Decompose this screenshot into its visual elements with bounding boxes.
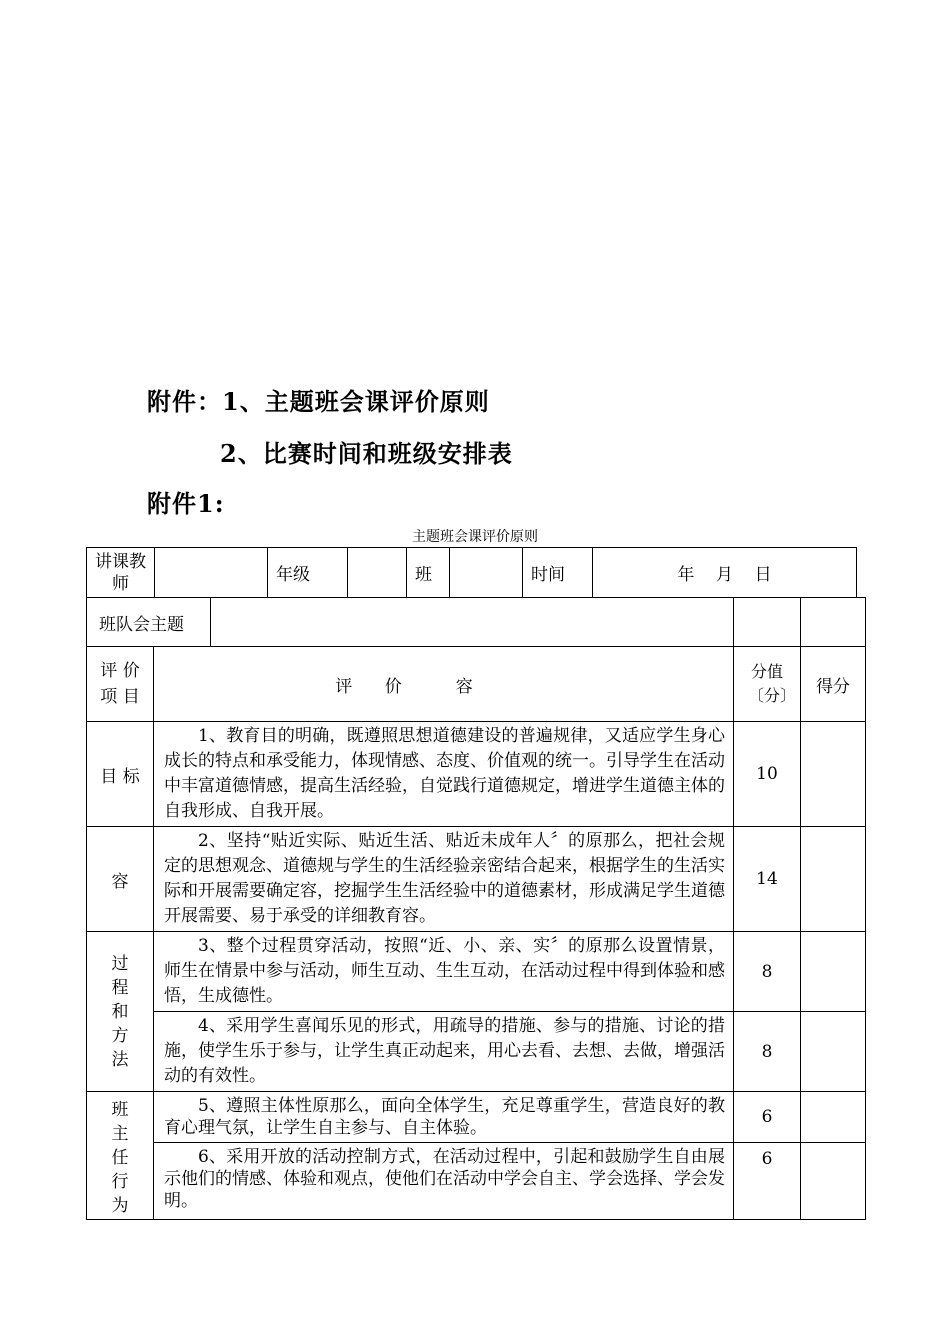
criterion-score: 6 xyxy=(734,1142,801,1219)
attachment-line-2: 2、比赛时间和班级安排表 xyxy=(220,439,513,468)
category-process xyxy=(87,932,154,1092)
criterion-score: 8 xyxy=(734,1012,801,1092)
criterion-score: 8 xyxy=(734,932,801,1012)
category-content: 容 xyxy=(87,827,154,932)
criterion-score: 14 xyxy=(734,827,801,932)
col-header-got: 得分 xyxy=(801,647,866,722)
category-teacher-behavior-text: 班主任行为 xyxy=(111,1100,129,1216)
criterion-text: 6、采用开放的活动控制方式，在活动过程中，引起和鼓励学生自由展示他们的情感、体验和观点，使他们在活动中学会自主、学会选择、学会发明。 xyxy=(154,1142,734,1219)
grade-label: 年级 xyxy=(268,548,348,598)
header-table xyxy=(86,547,857,598)
criterion-score: 6 xyxy=(734,1092,801,1143)
col-header-content: 评 价 容 xyxy=(154,647,734,722)
teacher-label: 讲课教师 xyxy=(87,548,155,598)
class-label: 班 xyxy=(407,548,450,598)
teacher-value[interactable] xyxy=(155,548,268,598)
category-process-text: 过程和方法 xyxy=(111,953,129,1070)
criterion-text: 2、坚持“贴近实际、贴近生活、贴近未成年人〞的原那么，把社会规定的思想观念、道德规与学生的生活经验亲密结合起来，根据学生的生活实际和开展需要确定容，挖掘学生生活经验中的道德素材，形成满足学生道德开展需要、易于承受的详细教育容。 xyxy=(154,827,734,932)
table-row xyxy=(87,1142,866,1219)
table-row xyxy=(87,827,866,932)
score-input[interactable] xyxy=(801,932,866,1012)
category-teacher-behavior xyxy=(87,1092,154,1220)
col-header-item: 评 价 项 目 xyxy=(87,647,154,722)
criterion-text: 5、遵照主体性原那么，面向全体学生，充足尊重学生，营造良好的教育心理气氛，让学生自主参与、自主体验。 xyxy=(154,1092,734,1143)
score-input[interactable] xyxy=(801,722,866,827)
table-row xyxy=(87,1092,866,1143)
attachment-line-1: 附件：1、主题班会课评价原则 xyxy=(147,387,490,416)
theme-value[interactable] xyxy=(211,598,734,647)
evaluation-table xyxy=(86,597,866,1220)
theme-label: 班队会主题 xyxy=(87,598,211,647)
table-row xyxy=(87,1012,866,1092)
table-caption: 主题班会课评价原则 xyxy=(412,529,538,545)
theme-score-cell xyxy=(734,598,801,647)
grade-value[interactable] xyxy=(348,548,407,598)
time-label: 时间 xyxy=(523,548,593,598)
score-input[interactable] xyxy=(801,1092,866,1143)
col-header-score: 分值〔分〕 xyxy=(734,647,801,722)
table-row xyxy=(87,722,866,827)
score-input[interactable] xyxy=(801,827,866,932)
category-goal: 目 标 xyxy=(87,722,154,827)
criterion-text: 1、教育目的明确，既遵照思想道德建设的普遍规律，又适应学生身心成长的特点和承受能力，体现情感、态度、价值观的统一。引导学生在活动中丰富道德情感，提高生活经验，自觉践行道德规定，增进学生道德主体的自我形成、自我开展。 xyxy=(154,722,734,827)
score-input[interactable] xyxy=(801,1012,866,1092)
date-field[interactable]: 年 月 日 xyxy=(593,548,857,598)
criterion-text: 4、采用学生喜闻乐见的形式，用疏导的措施、参与的措施、讨论的措施，使学生乐于参与，让学生真正动起来，用心去看、去想、去做，增强活动的有效性。 xyxy=(154,1012,734,1092)
class-value[interactable] xyxy=(450,548,523,598)
theme-got-cell xyxy=(801,598,866,647)
score-input[interactable] xyxy=(801,1142,866,1219)
criterion-score: 10 xyxy=(734,722,801,827)
attachment-1-heading: 附件1: xyxy=(147,489,225,518)
table-row xyxy=(87,932,866,1012)
criterion-text: 3、整个过程贯穿活动，按照“近、小、亲、实〞的原那么设置情景，师生在情景中参与活动，师生互动、生生互动，在活动过程中得到体验和感悟，生成德性。 xyxy=(154,932,734,1012)
